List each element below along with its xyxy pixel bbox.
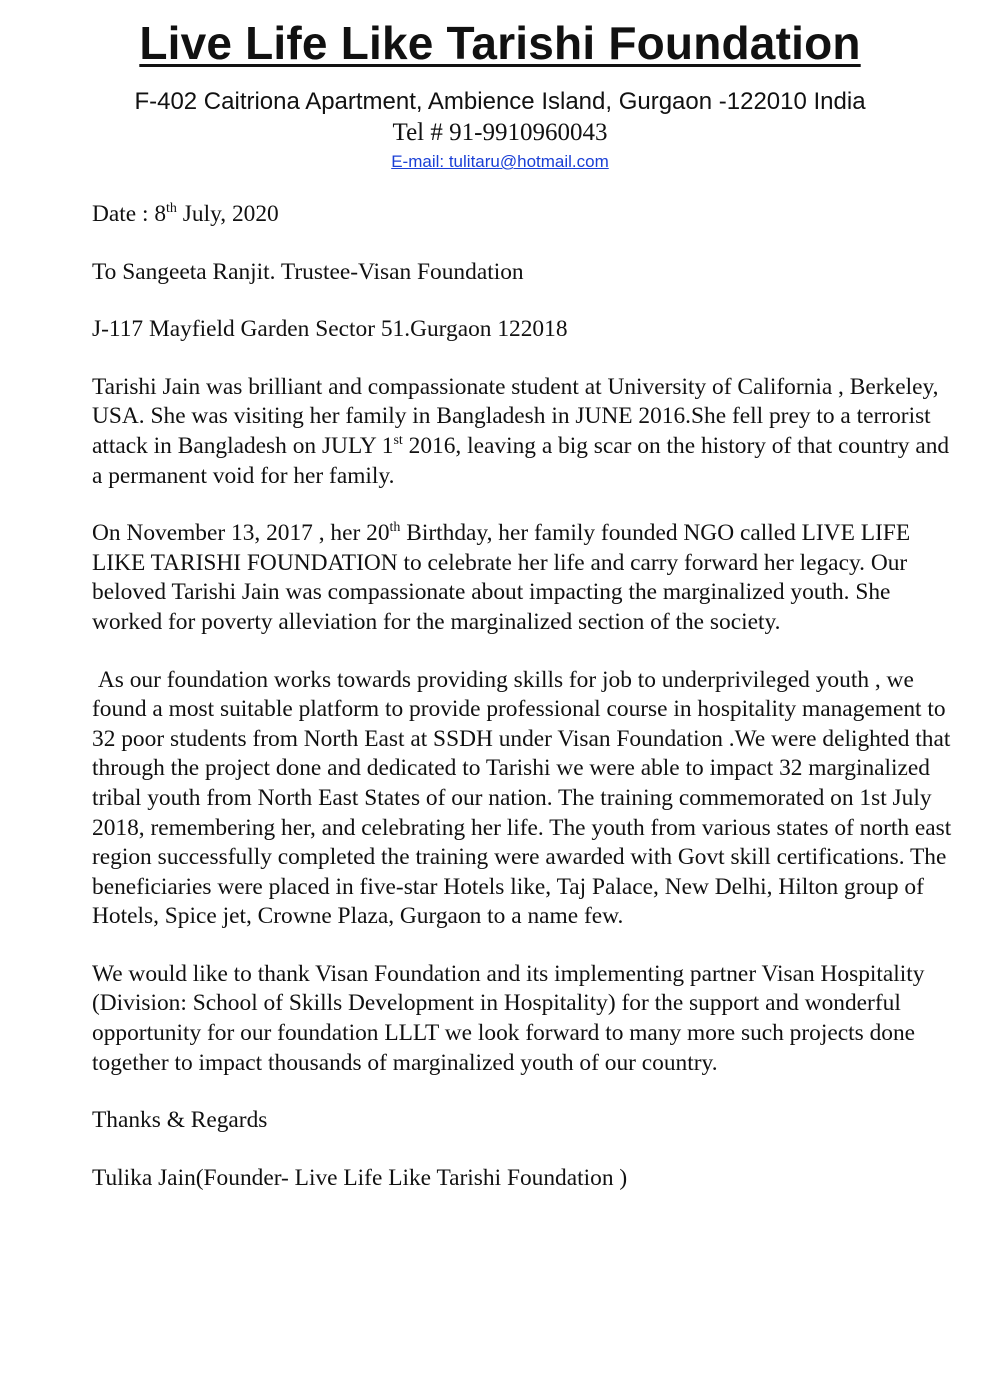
paragraph-project (92, 666, 958, 932)
paragraph-background-part-2: 2016, leaving a big scar on the history of that country and a permanent void for her family. (92, 432, 950, 489)
paragraph-founding-part-1: On November 13, 2017 , her 20 (92, 520, 390, 547)
date-suffix: July, 2020 (176, 201, 279, 227)
recipient-address: J-117 Mayfield Garden Sector 51.Gurgaon 122018 (92, 316, 568, 343)
paragraph-founding-ordinal: th (389, 520, 401, 536)
paragraph-background-ordinal: st (393, 432, 403, 448)
paragraph-project-text: As our foundation works towards providing skills for job to underprivileged youth , we found a most suitable platform to provide professional course in hospitality management to 32 poor students from North East at SSDH under Visan Foundation .We were delighted that through the project done and dedicated to Tarishi we were able to impact 32 marginalized tribal youth from North East States of our nation. The training commemorated on 1st July 2018, remembering her, and celebrating her life. The youth from various states of north east region successfully completed the training were awarded with Govt skill certifications. The beneficiaries were placed in five-star Hotels like, Taj Palace, New Delhi, Hilton group of Hotels, Spice jet, Crowne Plaza, Gurgaon to a name few. (92, 666, 958, 930)
closing: Thanks & Regards (92, 1107, 268, 1134)
paragraph-founding (92, 519, 952, 637)
paragraph-thanks: We would like to thank Visan Foundation and its implementing partner Visan Hospitality (Division: School of Skills Development in Hospitality) for the support and wonderful opportunity for our foundation LLLT we look forward to many more such projects done together to impact thousands of marginalized youth of our country. (92, 960, 925, 1076)
organization-address: F-402 Caitriona Apartment, Ambience Island, Gurgaon -122010 India (134, 88, 866, 115)
paragraph-background (92, 373, 952, 491)
recipient-name: To Sangeeta Ranjit. Trustee-Visan Foundation (92, 258, 524, 285)
date-prefix: Date : 8 (92, 201, 167, 227)
letterhead (0, 14, 1000, 173)
organization-title: Live Life Like Tarishi Foundation (139, 17, 861, 69)
date-ordinal: th (166, 201, 177, 216)
paragraph-background-part-1: Tarishi Jain was brilliant and compassionate student at University of California , Berkeley, USA. She was visiting her family in Bangladesh in JUNE 2016.She fell prey to a terrorist attack in Bangladesh on JULY 1 (92, 373, 939, 459)
organization-phone: Tel # 91-9910960043 (392, 119, 608, 146)
organization-email-link[interactable]: E-mail: tulitaru@hotmail.com (391, 152, 609, 171)
letter-body (92, 200, 958, 1221)
signature: Tulika Jain(Founder- Live Life Like Tarishi Foundation ) (92, 1164, 628, 1191)
paragraph-founding-part-2: Birthday, her family founded NGO called LIVE LIFE LIKE TARISHI FOUNDATION to celebrate her life and carry forward her legacy. Our beloved Tarishi Jain was compassionate about impacting the marginalized youth. She worked for poverty alleviation for the marginalized section of the society. (92, 520, 911, 635)
letter-date (92, 200, 952, 230)
